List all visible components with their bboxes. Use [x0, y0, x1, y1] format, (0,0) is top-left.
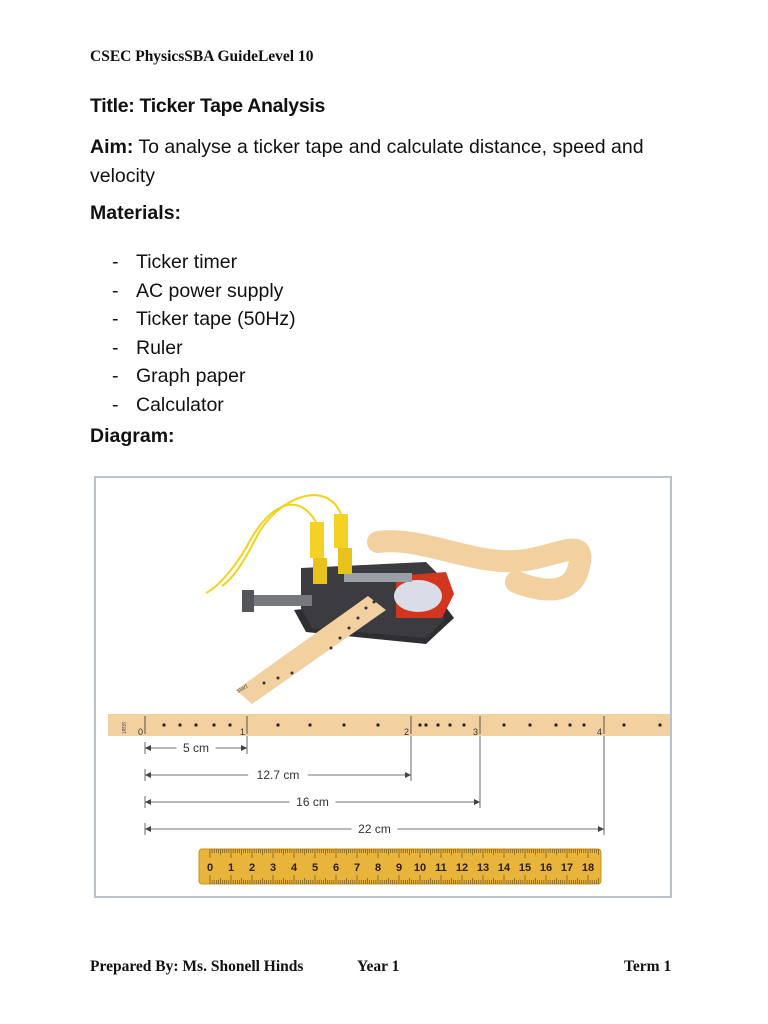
distance-label: 5 cm	[182, 741, 210, 755]
aim-text: To analyse a ticker tape and calculate distance, speed and velocity	[90, 136, 644, 187]
material-item: Ticker tape (50Hz)	[136, 308, 296, 330]
tape-dot	[436, 723, 439, 726]
distance-measures	[145, 736, 604, 836]
list-item: - Graph paper	[112, 365, 246, 387]
tape-dot	[308, 723, 311, 726]
tape-dot	[424, 723, 427, 726]
tape-dot	[342, 723, 345, 726]
ruler-number: 15	[518, 862, 532, 874]
list-item: - Ruler	[112, 336, 183, 359]
arrow-head	[405, 772, 411, 778]
ruler-number: 6	[332, 862, 340, 874]
list-item: - Ticker tape (50Hz)	[112, 308, 296, 330]
tape-dot	[418, 723, 421, 726]
tape-dot	[502, 723, 505, 726]
ruler-number: 1	[227, 862, 235, 874]
materials-list	[112, 248, 296, 419]
arrow-head	[145, 772, 151, 778]
strip-start-label: start	[120, 722, 126, 734]
ruler-number: 0	[206, 862, 214, 874]
ruler-number: 16	[539, 862, 553, 874]
ruler-number: 3	[269, 862, 277, 874]
tape-mark-label: 4	[597, 727, 603, 737]
arrow-head	[474, 799, 480, 805]
ruler-number: 12	[455, 862, 469, 874]
footer-prepared-by: Prepared By: Ms. Shonell Hinds	[90, 958, 304, 975]
tape-dot	[178, 723, 181, 726]
tape-dot	[276, 723, 279, 726]
material-item: AC power supply	[136, 279, 284, 302]
ruler-number: 17	[560, 862, 574, 874]
terminal	[338, 548, 352, 574]
ticker-tape-diagram	[96, 478, 670, 896]
aim-paragraph	[90, 133, 650, 191]
ruler-number: 2	[248, 862, 256, 874]
timer-rod-end	[242, 590, 254, 612]
terminal	[310, 522, 324, 558]
tape-dot	[462, 723, 465, 726]
terminal	[313, 558, 327, 584]
ruler-number: 9	[395, 862, 403, 874]
ruler-number: 7	[353, 862, 361, 874]
tape-dot	[162, 723, 165, 726]
ruler-number: 14	[497, 862, 511, 874]
tape-mark-label: 0	[138, 727, 144, 737]
tape-dot	[448, 723, 451, 726]
distance-label: 12.7 cm	[256, 768, 300, 782]
tape-dot	[582, 723, 585, 726]
terminal	[334, 514, 348, 548]
list-item: - Ticker timer	[112, 251, 238, 273]
arrow-head	[598, 826, 604, 832]
footer-year: Year 1	[357, 958, 400, 975]
tape-strip	[108, 714, 670, 736]
diagram-heading: Diagram:	[90, 425, 175, 447]
arrow-head	[145, 826, 151, 832]
timer-disc	[394, 580, 442, 612]
ruler-number: 18	[581, 862, 595, 874]
tape-dot	[194, 723, 197, 726]
materials-heading: Materials:	[90, 202, 182, 224]
tape-start-label: start	[236, 683, 250, 695]
ticker-tape-figure	[94, 476, 672, 898]
tape-dot	[554, 723, 557, 726]
tape-mark-label: 3	[473, 727, 479, 737]
ruler-number: 10	[413, 862, 427, 874]
tape-dot	[568, 723, 571, 726]
tape-dot	[212, 723, 215, 726]
tape-dot	[376, 723, 379, 726]
arrow-head	[145, 745, 151, 751]
list-item: - Calculator	[112, 393, 224, 416]
material-item: Ruler	[136, 336, 183, 359]
distance-label: 22 cm	[358, 822, 391, 836]
ruler-number: 8	[374, 862, 382, 874]
tape-mark-label: 1	[240, 727, 246, 737]
ruler-number: 13	[476, 862, 490, 874]
material-item: Calculator	[136, 393, 224, 416]
material-item: Graph paper	[136, 365, 246, 387]
tape-dot	[528, 723, 531, 726]
arrow-head	[241, 745, 247, 751]
tape-dot	[228, 723, 231, 726]
list-item: - AC power supply	[112, 279, 284, 302]
document-header: CSEC PhysicsSBA GuideLevel 10	[90, 48, 314, 65]
tape-dot	[658, 723, 661, 726]
ruler-number: 5	[311, 862, 319, 874]
aim-label: Aim:	[90, 136, 134, 158]
material-item: Ticker timer	[136, 251, 238, 273]
wire	[206, 505, 316, 593]
arrow-head	[145, 799, 151, 805]
page-title: Title: Ticker Tape Analysis	[90, 95, 326, 117]
timer-arm	[344, 573, 412, 582]
tape-mark-label: 2	[404, 727, 410, 737]
ruler-number: 4	[290, 862, 298, 874]
distance-label: 16 cm	[296, 795, 329, 809]
ruler-number: 11	[435, 862, 447, 874]
tape-dot	[622, 723, 625, 726]
footer-term: Term 1	[624, 958, 672, 975]
